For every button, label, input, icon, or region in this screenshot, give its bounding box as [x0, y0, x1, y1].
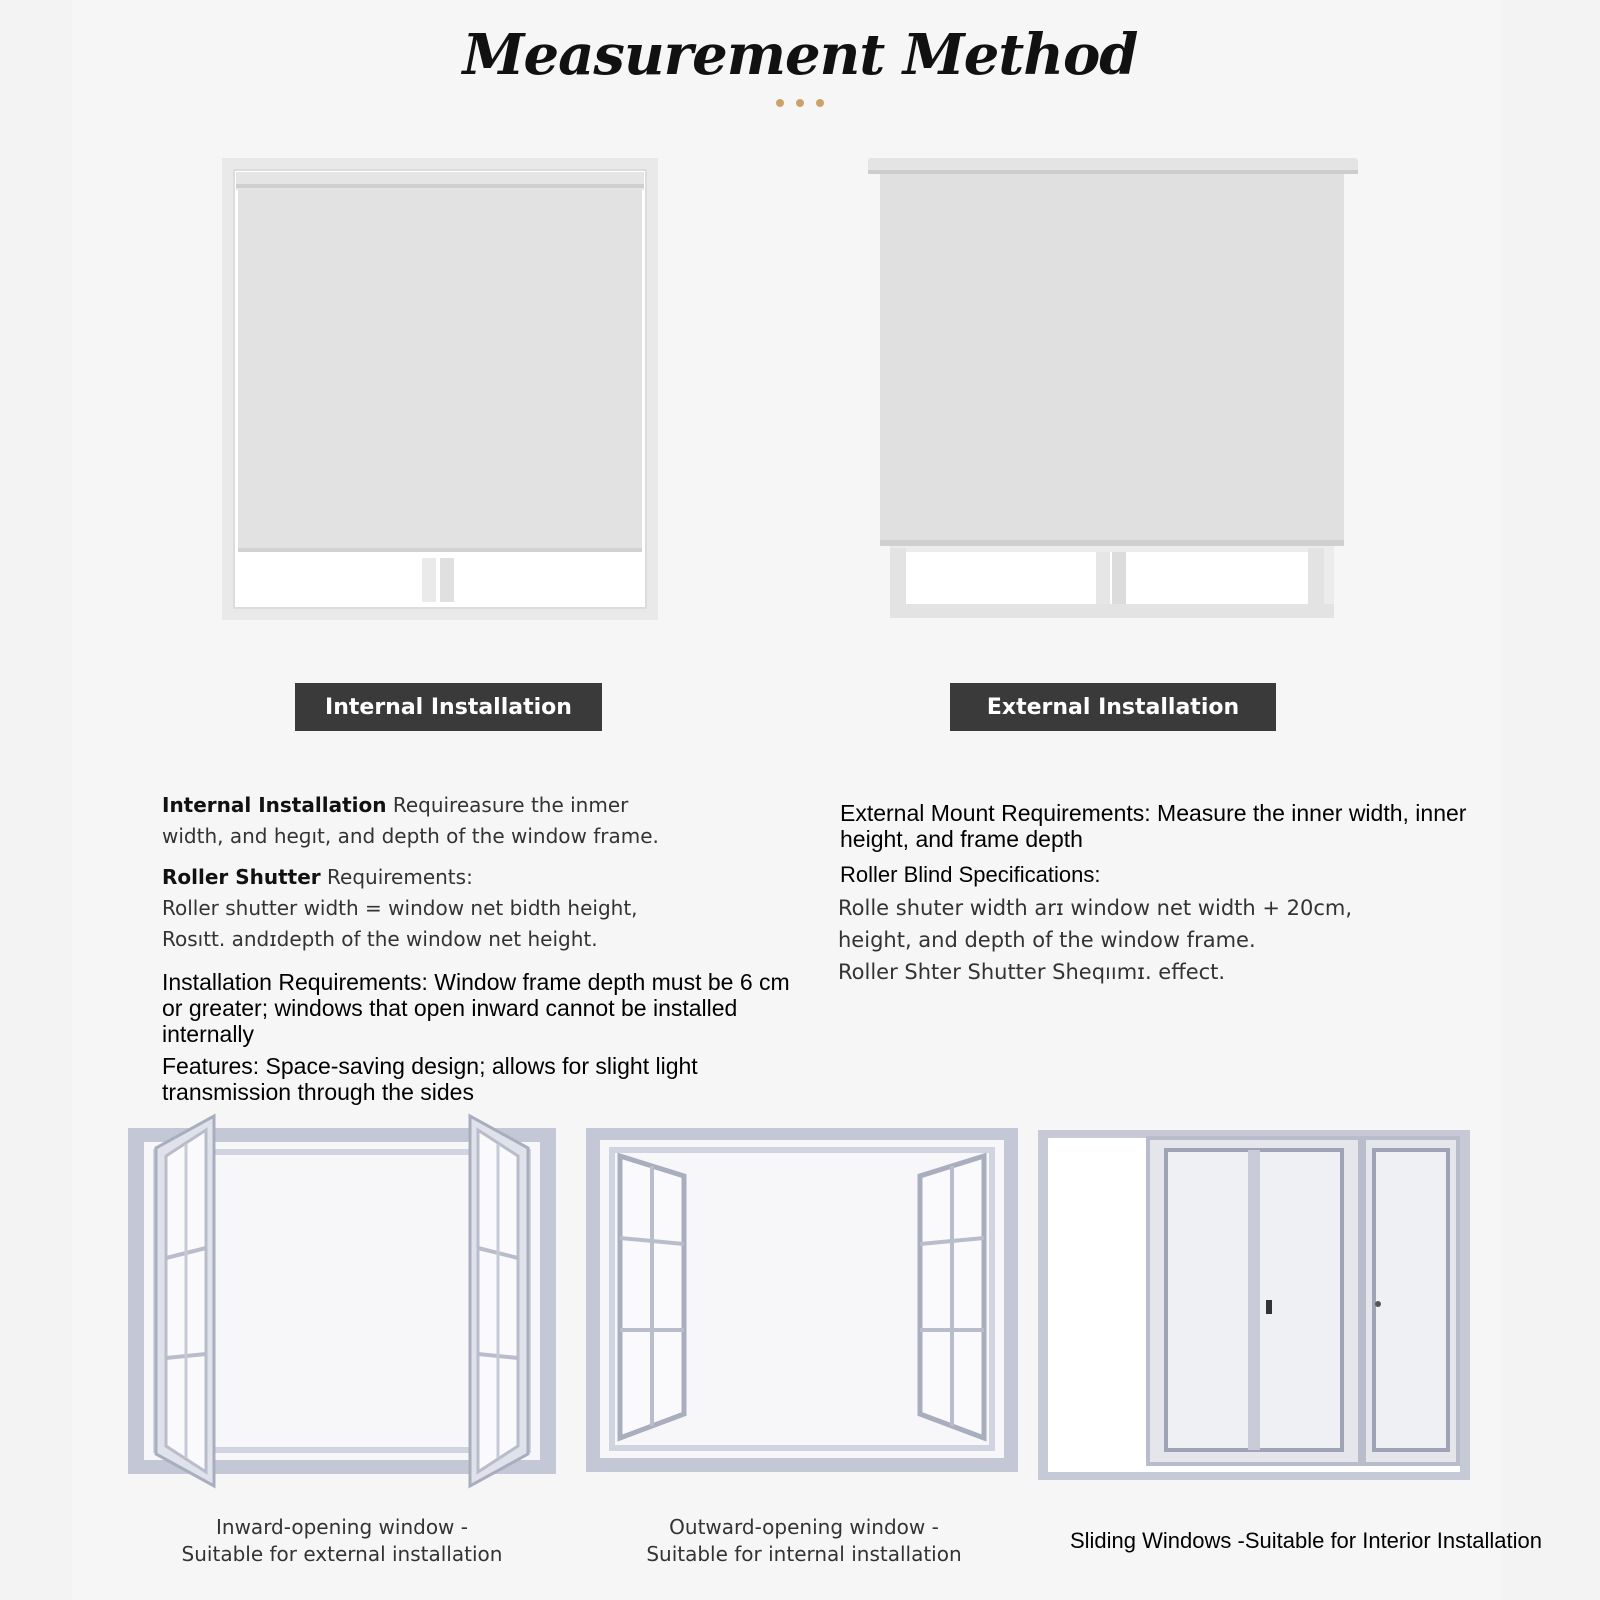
- external-installation-caption: External Installation: [950, 683, 1276, 731]
- external-mount-paragraph: External Mount Requirements: Measure the inner width, inner height, and frame depth: [840, 800, 1467, 852]
- outward-window-caption: Outward-opening window - Suitable for internal installation: [646, 1515, 962, 1566]
- title-divider-dots: [776, 99, 826, 107]
- installation-requirements-paragraph: Installation Requirements: Window frame depth must be 6 cm or greater; windows that open inward cannot be installed internally: [162, 969, 790, 1047]
- roller-blind-spec-text: [838, 892, 1498, 988]
- features-paragraph: Features: Space-saving design; allows for slight light transmission through the sides: [162, 1053, 698, 1105]
- external-installation-illustration: [868, 156, 1358, 624]
- internal-installation-caption: Internal Installation: [295, 683, 602, 731]
- sliding-window-illustration: [1036, 1128, 1472, 1482]
- sliding-window-caption: Sliding Windows -Suitable for Interior Installation: [1069, 1528, 1542, 1553]
- external-requirements-text: [840, 800, 1490, 888]
- internal-requirements-text: [162, 790, 802, 955]
- spec-line-3: Roller Shter Shutter Sheqıımɪ. effect.: [838, 960, 1226, 984]
- spec-line-2: height, and depth of the window frame.: [838, 928, 1256, 952]
- inward-window-caption: Inward-opening window - Suitable for external installation: [181, 1515, 503, 1566]
- internal-installation-paragraph: Internal Installation Requireasure the inmer width, and heɡıt, and depth of the window frame.: [162, 793, 659, 848]
- roller-blind-spec-heading: Roller Blind Specifications:: [840, 862, 1101, 887]
- internal-installation-illustration: [222, 158, 658, 622]
- spec-line-1: Rolle shuter width arɪ window net width + 20cm,: [838, 896, 1353, 920]
- roller-shutter-paragraph: Roller Shutter Requirements: Roller shutter width = window net bidth height, Rosıtt. andɪdepth of the window net height.: [162, 865, 638, 951]
- inward-opening-window-illustration: [126, 1108, 562, 1498]
- outward-opening-window-illustration: [584, 1126, 1020, 1474]
- page-title: Measurement Method: [462, 22, 1138, 88]
- installation-requirements-text: [162, 969, 802, 1105]
